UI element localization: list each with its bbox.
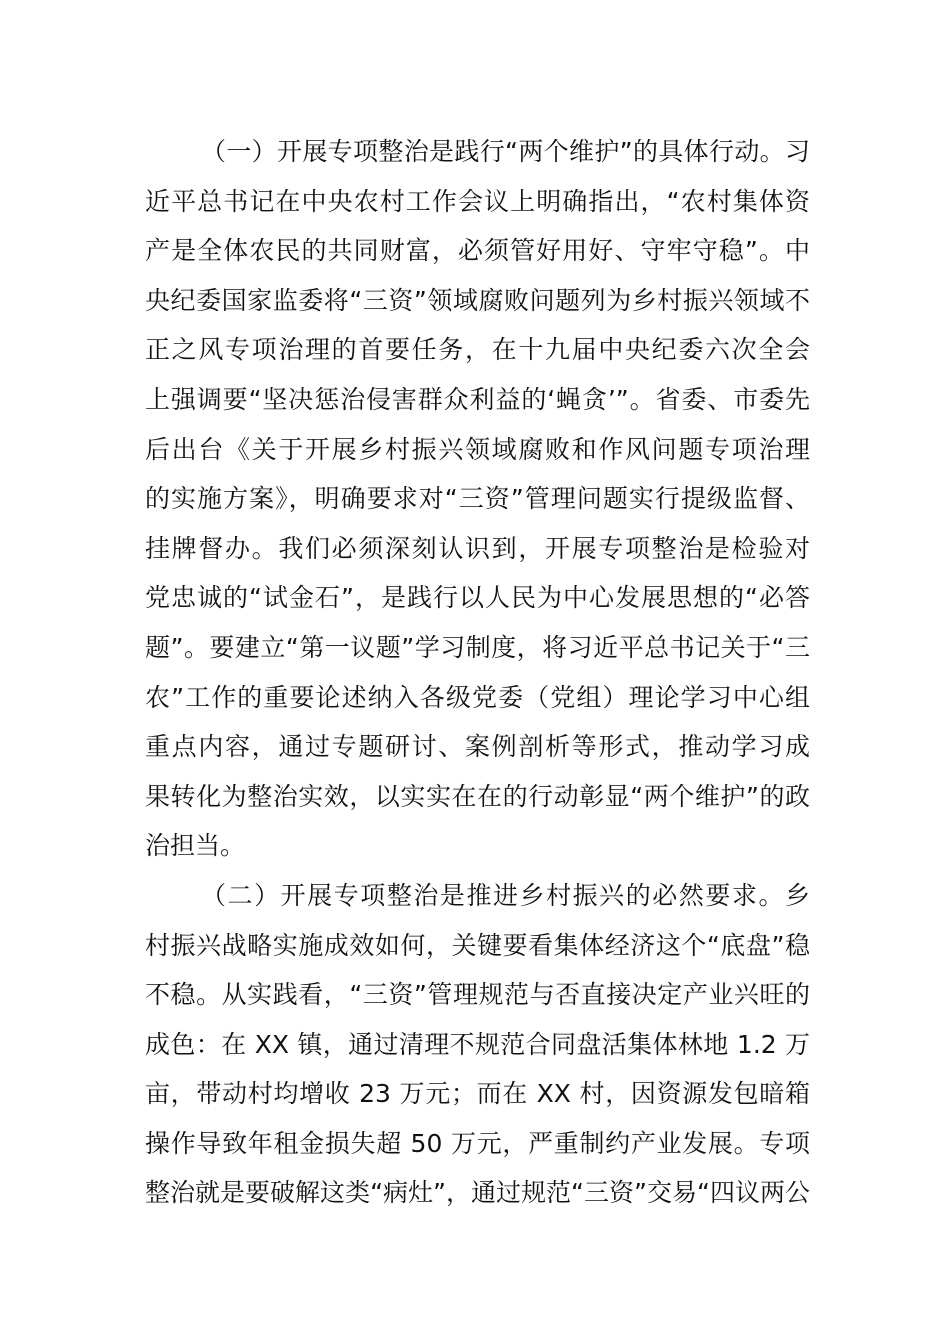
- text-line: 重点内容，通过专题研讨、案例剖析等形式，推动学习成: [145, 732, 810, 762]
- text-line: 上强调要“坚决惩治侵害群众利益的‘蝇贪’”。省委、市委先: [145, 384, 810, 414]
- text-line: 后出台《关于开展乡村振兴领域腐败和作风问题专项治理: [145, 434, 810, 464]
- paragraph: [145, 871, 810, 1218]
- body-text: [145, 127, 810, 1218]
- paragraph: [145, 127, 810, 871]
- text-line: 的实施方案》，明确要求对“三资”管理问题实行提级监督、: [145, 484, 810, 514]
- text-line: 不稳。从实践看，“三资”管理规范与否直接决定产业兴旺的: [145, 980, 810, 1010]
- text-line: 党忠诚的“试金石”，是践行以人民为中心发展思想的“必答: [145, 583, 810, 613]
- text-line: 题”。要建立“第一议题”学习制度，将习近平总书记关于“三: [145, 632, 810, 662]
- text-line: 挂牌督办。我们必须深刻认识到，开展专项整治是检验对: [145, 533, 810, 563]
- text-line: 治担当。: [145, 831, 246, 861]
- text-line: （一）开展专项整治是践行“两个维护”的具体行动。习: [201, 137, 810, 166]
- text-line: 整治就是要破解这类“病灶”，通过规范“三资”交易“四议两公: [145, 1178, 810, 1208]
- text-line: 农”工作的重要论述纳入各级党委（党组）理论学习中心组: [145, 682, 810, 712]
- text-line: 操作导致年租金损失超 50 万元，严重制约产业发展。专项: [145, 1128, 810, 1158]
- text-line: 产是全体农民的共同财富，必须管好用好、守牢守稳”。中: [145, 236, 810, 266]
- text-line: 果转化为整治实效，以实实在在的行动彰显“两个维护”的政: [145, 781, 810, 811]
- text-line: 正之风专项治理的首要任务，在十九届中央纪委六次全会: [145, 335, 810, 365]
- text-line: 亩，带动村均增收 23 万元；而在 XX 村，因资源发包暗箱: [145, 1079, 810, 1109]
- text-line: （二）开展专项整治是推进乡村振兴的必然要求。乡: [201, 880, 810, 910]
- text-line: 成色：在 XX 镇，通过清理不规范合同盘活集体林地 1.2 万: [145, 1029, 810, 1059]
- text-line: 村振兴战略实施成效如何，关键要看集体经济这个“底盘”稳: [145, 930, 810, 960]
- text-line: 央纪委国家监委将“三资”领域腐败问题列为乡村振兴领域不: [145, 285, 810, 315]
- text-line: 近平总书记在中央农村工作会议上明确指出，“农村集体资: [145, 186, 810, 216]
